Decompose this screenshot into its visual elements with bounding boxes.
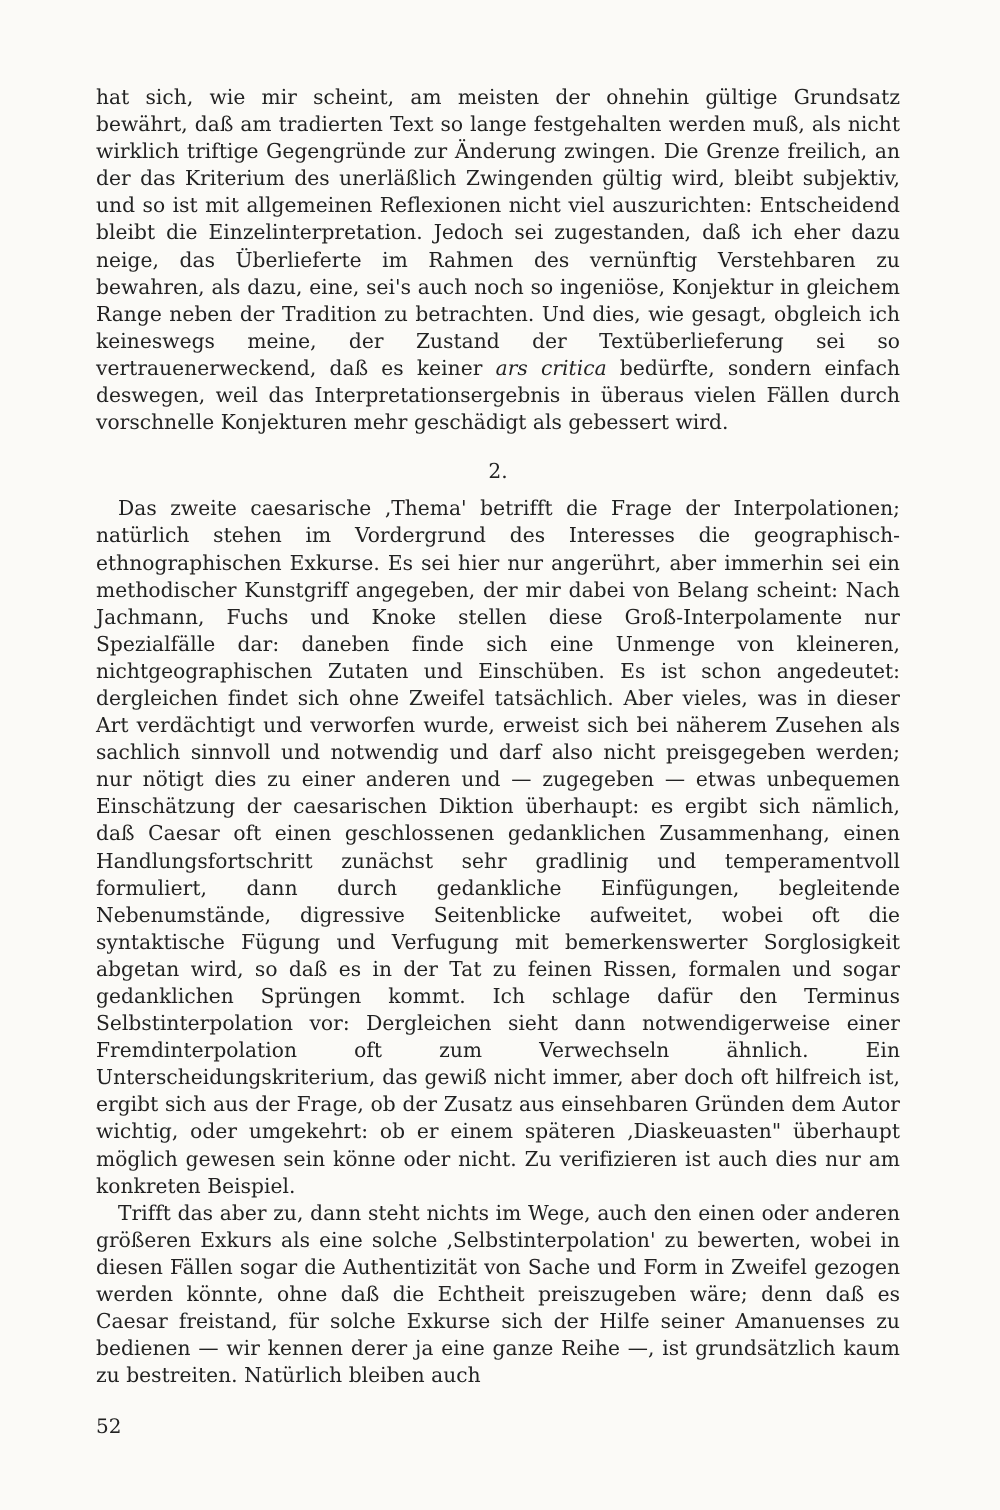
paragraph-1-italic: ars critica [495,355,607,380]
paragraph-2: Das zweite caesarische ‚Thema' betrifft die Frage der Interpolationen; natürlich stehen im Vordergrund des Interesses die geographisch-ethnographischen Exkurse. Es sei hier nur angerührt, aber immerhin sei ein methodischer Kunstgriff angegeben, der mir dabei von Belang scheint: Nach Jachmann, Fuchs und Knoke stellen diese Groß-Interpolamente nur Spezialfälle dar: daneben finde sich eine Unmenge von kleineren, nichtgeographischen Zutaten und Einschüben. Es ist schon angedeutet: dergleichen findet sich ohne Zweifel tatsächlich. Aber vieles, was in dieser Art verdächtigt und verworfen wurde, erweist sich bei näherem Zusehen als sachlich sinnvoll und notwendig und darf also nicht preisgegeben werden; nur nötigt dies zu einer anderen und — zugegeben — etwas unbequemen Einschätzung der caesarischen Diktion überhaupt: es ergibt sich nämlich, daß Caesar oft einen geschlossenen gedanklichen Zusammenhang, einen Handlungsfortschritt zunächst sehr gradlinig und temperamentvoll formuliert, dann durch gedankliche Einfügungen, begleitende Nebenumstände, digressive Seitenblicke aufweitet, wobei oft die syntaktische Fügung und Verfugung mit bemerkenswerter Sorglosigkeit abgetan wird, so daß es in der Tat zu feinen Rissen, formalen und sogar gedanklichen Sprüngen kommt. Ich schlage dafür den Terminus Selbstinterpolation vor: Dergleichen sieht dann notwendigerweise einer Fremdinterpolation oft zum Verwechseln ähnlich. Ein Unterscheidungskriterium, das gewiß nicht immer, aber doch oft hilfreich ist, ergibt sich aus der Frage, ob der Zusatz aus einsehbaren Gründen dem Autor wichtig, oder umgekehrt: ob er einem späteren ‚Diaskeuasten" überhaupt möglich gewesen sein könne oder nicht. Zu verifizieren ist auch dies nur am konkreten Beispiel. [96,496,900,1198]
paragraph-1-text-a: hat sich, wie mir scheint, am meisten der ohnehin gültige Grundsatz bewährt, daß am tradierten Text so lange festgehalten werden muß, als nicht wirklich triftige Gegengründe zur Änderung zwingen. Die Grenze freilich, an der das Kriterium des unerläßlich Zwingenden gültig wird, bleibt subjektiv, und so ist mit allgemeinen Reflexionen nicht viel auszurichten: Entscheidend bleibt die Einzelinterpretation. Jedoch sei zugestanden, daß ich eher dazu neige, das Überlieferte im Rahmen des vernünftig Verstehbaren zu bewahren, als dazu, eine, sei's auch noch so ingeniöse, Konjektur in gleichem Range neben der Tradition zu betrachten. Und dies, wie gesagt, obgleich ich keineswegs meine, der Zustand der Textüberlieferung sei so vertrauenerweckend, daß es keiner [96,85,900,380]
page-number: 52 [96,1414,122,1438]
paragraph-3: Trifft das aber zu, dann steht nichts im Wege, auch den einen oder anderen größeren Exkurs als eine solche ‚Selbstinterpolation' zu bewerten, wobei in diesen Fällen sogar die Authentizität von Sache und Form in Zweifel gezogen werden könnte, ohne daß die Echtheit preiszugeben wäre; denn daß es Caesar freistand, für solche Exkurse sich der Hilfe seiner Amanuenses zu bedienen — wir kennen derer ja eine ganze Reihe —, ist grundsätzlich kaum zu bestreiten. Natürlich bleiben auch [96,1200,900,1388]
paragraph-1-text-b: bedürfte, sondern einfach deswegen, weil das Interpretationsergebnis in überaus vielen Fällen durch vorschnelle Konjekturen mehr geschädigt als gebessert wird. [96,355,901,435]
paragraph-1 [96,84,900,436]
body-text [96,84,900,1389]
section-number: 2. [488,459,508,484]
